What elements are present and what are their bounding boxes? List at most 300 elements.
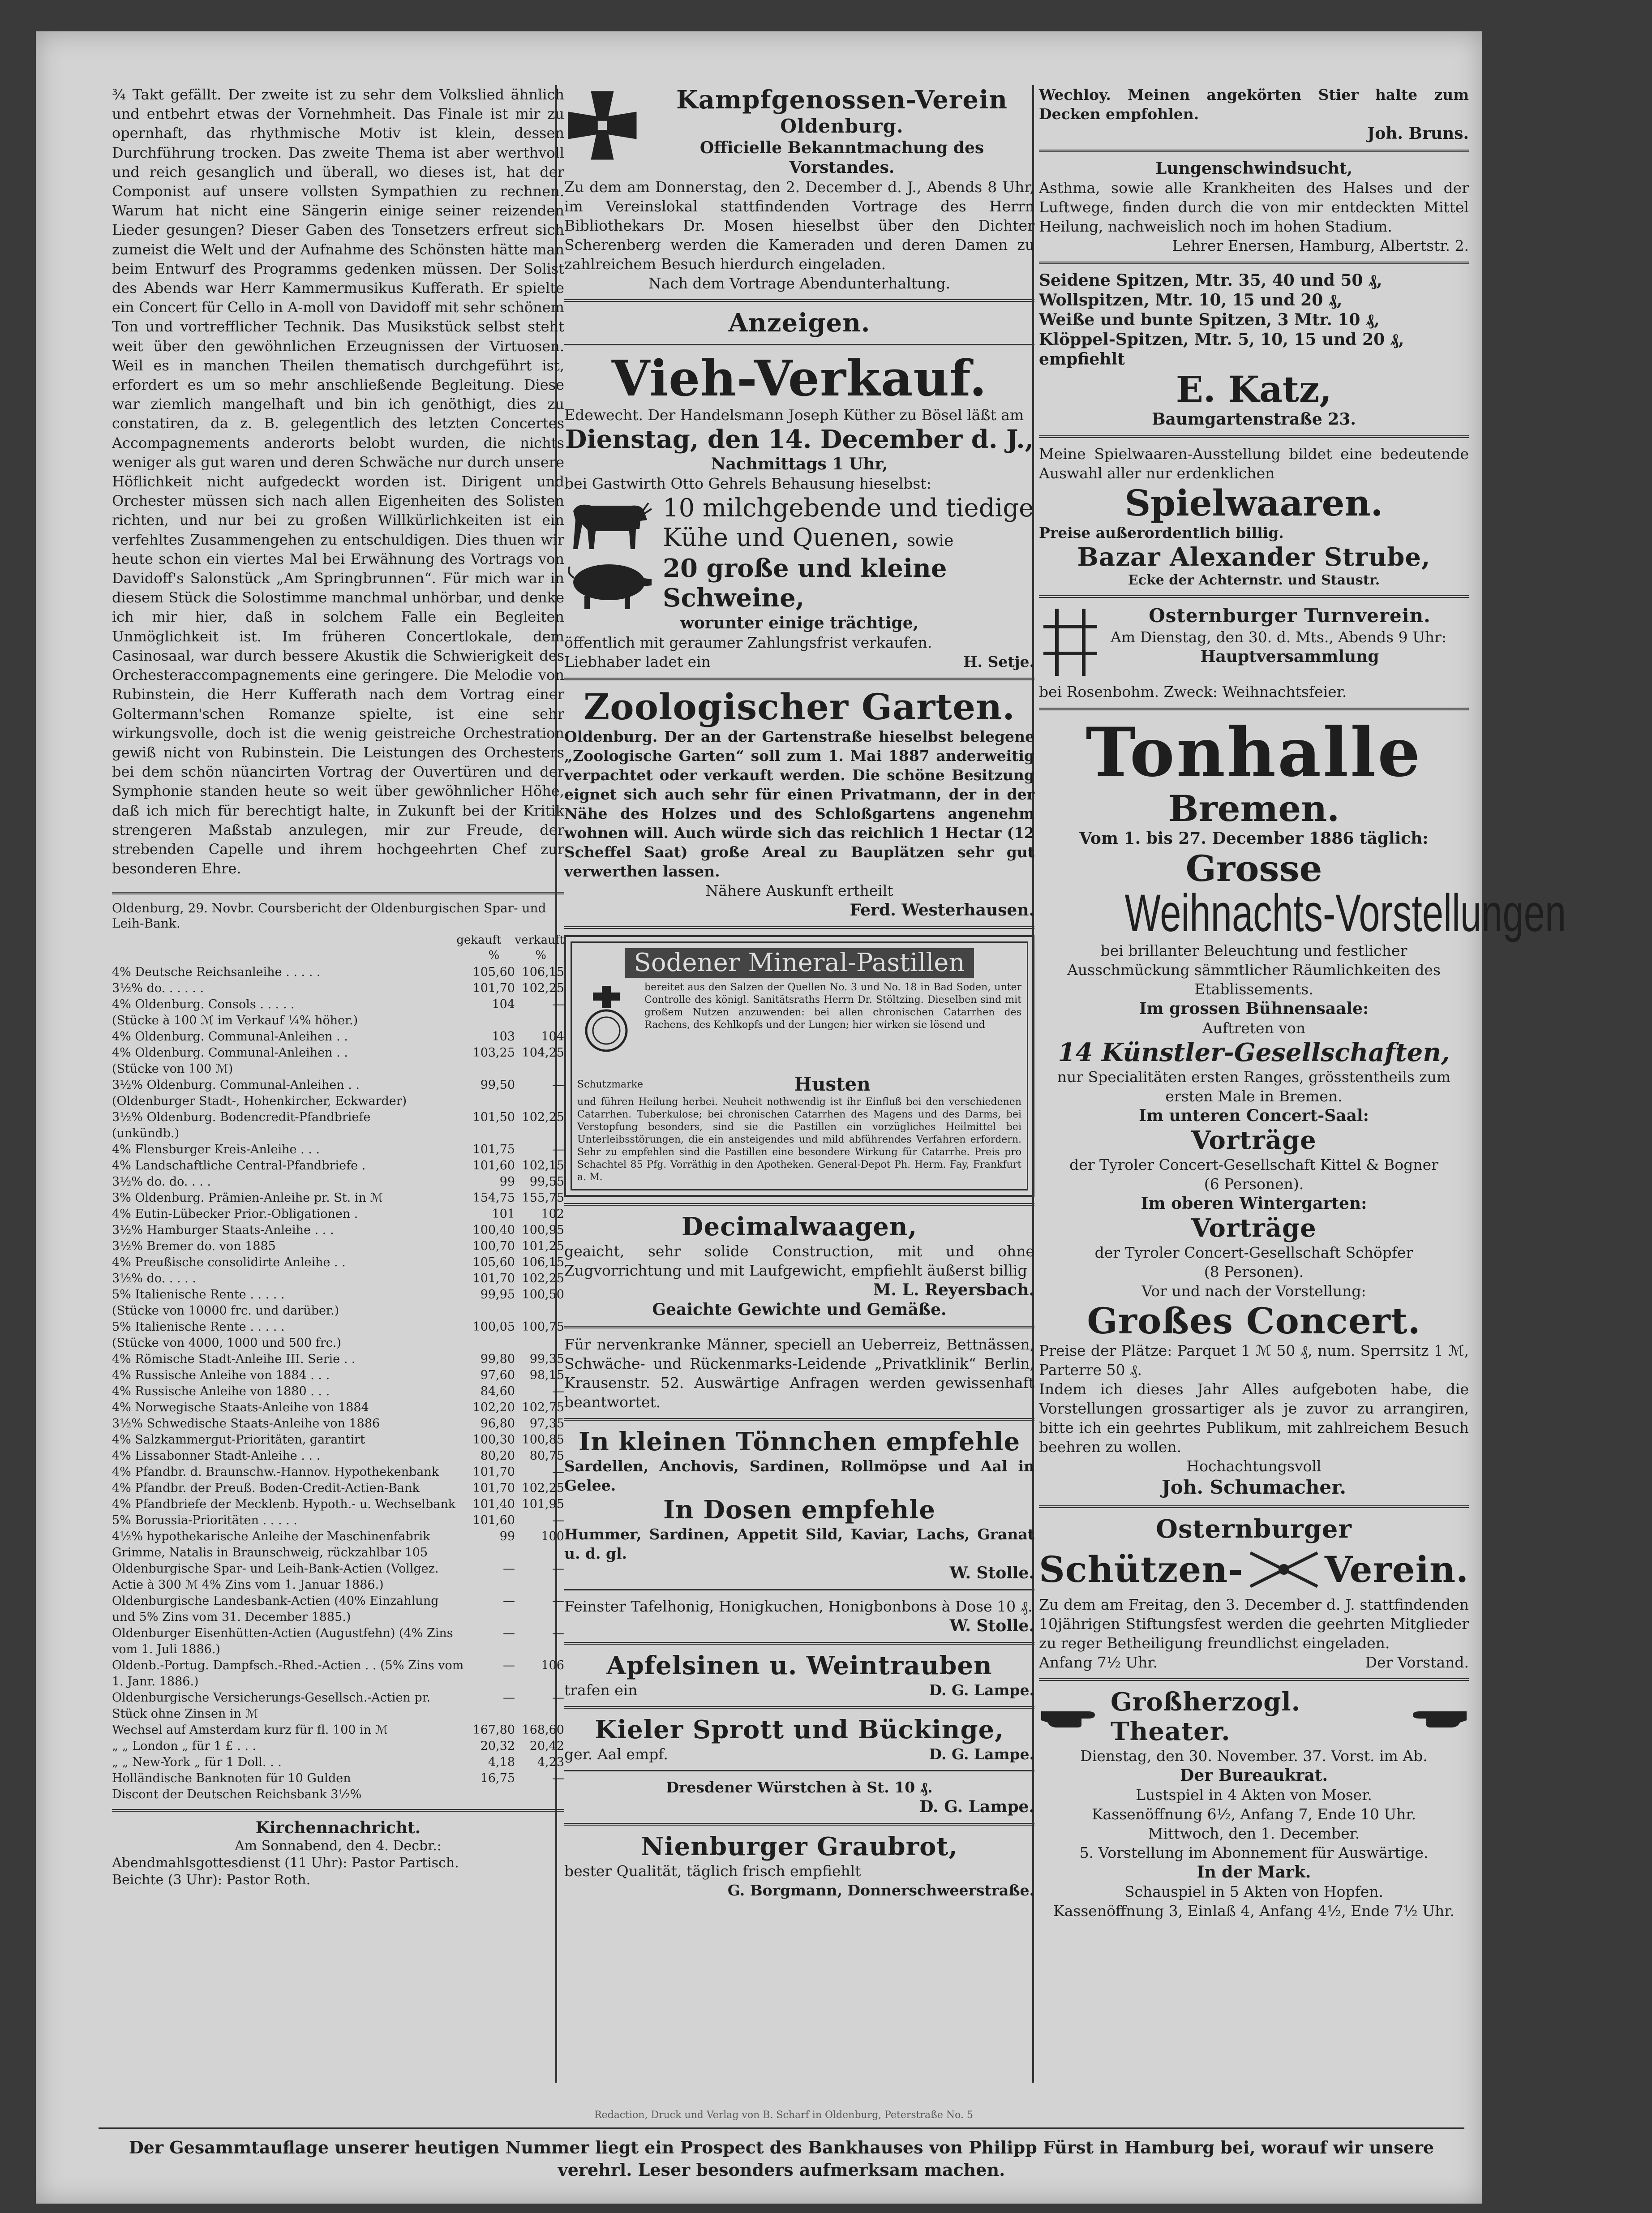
table-row <box>112 997 564 1013</box>
kurs-gekauft <box>466 1093 515 1109</box>
kurs-verkauft: 102,25 <box>522 1110 564 1125</box>
kurs-gekauft: 167,80 <box>472 1723 515 1737</box>
kirchen-title: Kirchennachricht. <box>255 1818 421 1838</box>
kurs-verkauft: 101,95 <box>522 1497 564 1512</box>
kurs-verkauft: 100,75 <box>522 1320 564 1334</box>
kurs-verkauft: 155,75 <box>522 1191 564 1205</box>
kurs-gekauft: 100,40 <box>472 1223 515 1238</box>
kurs-gekauft: 101,50 <box>472 1110 515 1125</box>
kurs-security: Oldenburgische Spar- und Leih-Bank-Actien (Vollgez. Actie à 300 ℳ 4% Zins vom 1. Januar 1886.) <box>112 1562 439 1592</box>
kurs-security: 3½% do. . . . . <box>112 1272 196 1286</box>
katz-ad <box>1039 271 1469 429</box>
kurs-verkauft: 106 <box>541 1659 564 1673</box>
theater-line: Kassenöffnung 6½, Anfang 7, Ende 10 Uhr. <box>1091 1805 1416 1823</box>
kurs-security: (Stücke von 100 ℳ) <box>112 1062 233 1076</box>
kurs-verkauft: 104,25 <box>522 1046 564 1060</box>
table-row <box>112 1287 564 1303</box>
wechloy-ad <box>1039 85 1469 143</box>
tonhalle-line: der Tyroler Concert-Gesellschaft Schöpfer <box>1094 1244 1413 1261</box>
schuetz-line: Der Vorstand. <box>1365 1654 1469 1671</box>
kurs-gekauft: 97,60 <box>480 1368 515 1383</box>
kiel-line: ger. Aal empf. <box>564 1745 668 1763</box>
table-row <box>112 1077 564 1093</box>
kiel-title: Kieler Sprott und Bückinge, <box>595 1715 1004 1745</box>
kurs-verkauft: — <box>552 997 564 1012</box>
dosen-title: In Dosen empfehle <box>663 1495 936 1525</box>
kurs-gekauft <box>466 1335 515 1351</box>
spitz-line: Seidene Spitzen, Mtr. 35, 40 und 50 ₰, <box>1039 271 1382 290</box>
kurs-security: 4% Römische Stadt-Anleihe III. Serie . . <box>112 1352 356 1366</box>
vieh-line: Liebhaber ladet ein <box>564 653 711 670</box>
kurs-title: Oldenburg, 29. Novbr. Coursbericht der Oldenburgischen Spar- und Leih-Bank. <box>112 901 546 931</box>
kursbericht <box>112 901 564 1803</box>
kurs-gekauft: 100,30 <box>472 1433 515 1447</box>
table-row <box>112 1561 564 1593</box>
kurs-head-gekauft: gekauft <box>456 933 502 947</box>
honig-body: Feinster Tafelhonig, Honigkuchen, Honigbonbons à Dose 10 ₰. <box>564 1598 1033 1615</box>
kurs-verkauft: 80,75 <box>529 1449 564 1463</box>
table-row <box>112 1142 564 1158</box>
tonhalle-line: (8 Personen). <box>1204 1263 1304 1281</box>
kurs-verkauft <box>515 1335 564 1351</box>
kurs-table <box>112 964 564 1803</box>
vieh-cows: 10 milchgebende und tiedige Kühe und Quenen, <box>663 494 1034 552</box>
kurs-verkauft: — <box>552 1143 564 1157</box>
table-row <box>112 1625 564 1658</box>
kurs-verkauft <box>515 1126 564 1142</box>
soden-husten: Husten <box>794 1073 871 1095</box>
kurs-gekauft: 154,75 <box>472 1191 515 1205</box>
table-row <box>112 1255 564 1271</box>
tonhalle-line: nur Specialitäten ersten Ranges, grösstentheils zum ersten Male in Bremen. <box>1057 1068 1451 1105</box>
table-row <box>112 1464 564 1480</box>
kurs-gekauft: 101,70 <box>472 1481 515 1495</box>
tonhalle-weihnachts: Weihnachts-Vorstellungen <box>1124 884 1566 943</box>
kurs-gekauft: 101,60 <box>472 1513 515 1528</box>
table-row <box>112 1335 564 1351</box>
soden-title: Sodener Mineral-Pastillen <box>625 948 974 978</box>
kurs-security: 4% Eutin-Lübecker Prior.-Obligationen . <box>112 1207 358 1221</box>
toen-title: In kleinen Tönnchen empfehle <box>578 1427 1021 1457</box>
table-row <box>112 1126 564 1142</box>
kurs-verkauft <box>515 1013 564 1029</box>
kurs-verkauft: 168,60 <box>522 1723 564 1737</box>
stolle-signature: W. Stolle. <box>949 1564 1034 1582</box>
column-middle <box>564 85 1034 1900</box>
pig-icon <box>564 553 654 613</box>
kurs-security: 4% Russische Anleihe von 1880 . . . <box>112 1384 330 1399</box>
kurs-gekauft: — <box>503 1594 515 1608</box>
kurs-security: 4% Norwegische Staats-Anleihe von 1884 <box>112 1401 369 1415</box>
kurs-gekauft: — <box>503 1691 515 1705</box>
kurs-security: Oldenburger Eisenhütten-Actien (Augustfehn) (4% Zins vom 1. Juli 1886.) <box>112 1626 453 1657</box>
schuetzen-ad <box>1039 1514 1469 1672</box>
apf-line: trafen ein <box>564 1681 638 1699</box>
lungen-signature: Lehrer Enersen, Hamburg, Albertstr. 2. <box>1172 237 1469 254</box>
kurs-gekauft: — <box>503 1659 515 1673</box>
wechl-body: Wechloy. Meinen angekörten Stier halte zum Decken empfohlen. <box>1039 86 1469 123</box>
tonhalle-signature: Joh. Schumacher. <box>1161 1476 1347 1498</box>
kurs-gekauft: 101,75 <box>472 1143 515 1157</box>
kurs-gekauft: 101,70 <box>472 1465 515 1479</box>
kurs-security: 3½% do. do. . . . <box>112 1175 211 1189</box>
schuetz-body: Zu dem am Freitag, den 3. December d. J. stattfindenden 10jährigen Stiftungsfest werden die geehrten Mitglieder zu reger Betheiligung freundlichst eingeladen. <box>1039 1596 1469 1652</box>
theater-line: Lustspiel in 4 Akten von Moser. <box>1136 1786 1372 1804</box>
deci-firm: M. L. Reyersbach. <box>873 1281 1034 1299</box>
table-row <box>112 1690 564 1722</box>
newspaper-page <box>36 31 1566 2204</box>
kurs-gekauft: 103,25 <box>472 1046 515 1060</box>
kurs-security: Wechsel auf Amsterdam kurz für fl. 100 in ℳ <box>112 1723 388 1737</box>
kurs-security: 4% Flensburger Kreis-Anleihe . . . <box>112 1143 320 1157</box>
kurs-verkauft: 102,25 <box>522 981 564 996</box>
nien-signature: G. Borgmann, Donnerschweerstraße. <box>727 1882 1034 1899</box>
kirchen-line: Beichte (3 Uhr): Pastor Roth. <box>112 1872 311 1888</box>
kurs-gekauft: 100,05 <box>472 1320 515 1334</box>
turn-line: Hauptversammlung <box>1200 647 1379 666</box>
kurs-verkauft: 101,25 <box>522 1239 564 1254</box>
kurs-gekauft <box>466 1013 515 1029</box>
spiel-line: Meine Spielwaaren-Ausstellung bildet eine bedeutende Auswahl aller nur erdenklichen <box>1039 445 1469 482</box>
tonhalle-line: Auftreten von <box>1202 1019 1306 1037</box>
kurs-verkauft: 4,23 <box>537 1755 564 1770</box>
kampf-title: Kampfgenossen-Verein <box>676 85 1008 115</box>
zoo-title: Zoologischer Garten. <box>583 686 1016 728</box>
vieh-line: bei Gastwirth Otto Gehrels Behausung hieselbst: <box>564 475 931 492</box>
kurs-verkauft: 102,25 <box>522 1481 564 1495</box>
kurs-verkauft: — <box>552 1594 564 1608</box>
honig-ad <box>564 1597 1034 1636</box>
kurs-verkauft: 99,55 <box>529 1175 564 1189</box>
kurs-gekauft: 101,60 <box>472 1159 515 1173</box>
kurs-gekauft: 99 <box>499 1175 515 1189</box>
kurs-verkauft: 102,25 <box>522 1272 564 1286</box>
imprint: Redaction, Druck und Verlag von B. Scharf in Oldenburg, Peterstraße No. 5 <box>594 2110 973 2121</box>
table-row <box>112 1787 564 1803</box>
vieh-time: Nachmittags 1 Uhr, <box>711 455 888 473</box>
kurs-security: 4% Deutsche Reichsanleihe . . . . . <box>112 965 321 980</box>
nien-line: bester Qualität, täglich frisch empfiehlt <box>564 1862 861 1880</box>
tonhalle-line: Vor und nach der Vorstellung: <box>1141 1282 1366 1300</box>
theater-line: Kassenöffnung 3, Einlaß 4, Anfang 4½, Ende 7½ Uhr. <box>1053 1902 1455 1920</box>
vieh-pigs2: worunter einige trächtige, <box>680 614 919 632</box>
kurs-security: 5% Borussia-Prioritäten . . . . . <box>112 1513 297 1528</box>
vieh-title: Vieh-Verkauf. <box>611 349 987 407</box>
theater-title: Großherzogl. Theater. <box>1111 1687 1301 1746</box>
kurs-security: 4% Landschaftliche Central-Pfandbriefe . <box>112 1159 366 1173</box>
kurs-security: 3½% Bremer do. von 1885 <box>112 1239 276 1254</box>
tonhalle-body: Indem ich dieses Jahr Alles aufgeboten habe, die Vorstellungen grossartiger als je zuvor zu arrangiren, bitte ich ein geehrtes Publikum, mit zahlreichem Besuch beehren zu wollen. <box>1039 1380 1469 1456</box>
kurs-security: 4% Oldenburg. Consols . . . . . <box>112 997 295 1012</box>
kurs-gekauft: 99 <box>499 1530 515 1544</box>
kurs-security: (Stücke von 4000, 1000 und 500 frc.) <box>112 1336 341 1350</box>
kurs-verkauft: 98,15 <box>529 1368 564 1383</box>
spitz-line: Wollspitzen, Mtr. 10, 15 und 20 ₰, <box>1039 291 1343 309</box>
kurs-verkauft: 99,35 <box>529 1352 564 1366</box>
kurs-gekauft: 100,70 <box>472 1239 515 1254</box>
kurs-gekauft: — <box>503 1626 515 1641</box>
table-row <box>112 1013 564 1029</box>
kurs-security: „ „ New-York „ für 1 Doll. . . <box>112 1755 282 1770</box>
vieh-pigs: 20 große und kleine Schweine, <box>663 554 947 613</box>
cow-icon <box>564 493 654 553</box>
tonhalle-preise: Preise der Plätze: Parquet 1 ℳ 50 ₰, num. Sperrsitz 1 ℳ, Parterre 50 ₰. <box>1039 1342 1469 1379</box>
schuetz-title: Verein. <box>1324 1548 1469 1590</box>
spiel-line: Preise außerordentlich billig. <box>1039 524 1284 541</box>
katz-addr: Baumgartenstraße 23. <box>1152 410 1356 429</box>
soden-body: und führen Heilung herbei. Neuheit nothwendig ist ihr Einfluß bei den verschiedenen Catarrhen. Tuberkulose; bei chronischen Catarrhen des Magens und des Darms, bei Verstopfung besonders, sind sie die Pastillen ein vorzügliches Heilmittel bei Unterleibsstörungen, die ein ansteigendes und mild abführendes Verfahren erfordern. Sehr zu empfehlen sind die Pastillen eine besondere Wirkung für Catarrhe. Preis pro Schachtel 85 Pfg. Vorräthig in den Apotheken. General-Depot Ph. Herm. Fay, Frankfurt a. M. <box>577 1096 1021 1183</box>
vieh-verkauf-ad <box>564 349 1034 671</box>
pointing-hand-icon <box>1039 1702 1111 1731</box>
tonhalle-concert: Großes Concert. <box>1087 1300 1421 1342</box>
kurs-security: Oldenburgische Landesbank-Actien (40% Einzahlung und 5% Zins vom 31. December 1885.) <box>112 1594 439 1624</box>
kampf-foot: Nach dem Vortrage Abendunterhaltung. <box>648 275 951 292</box>
kurs-gekauft: 101,40 <box>472 1497 515 1512</box>
kirchen-line: Abendmahlsgottesdienst (11 Uhr): Pastor Partisch. <box>112 1855 459 1871</box>
table-row <box>112 980 564 997</box>
bazar-name: Bazar Alexander Strube, <box>1077 542 1431 572</box>
lungen-ad <box>1039 159 1469 255</box>
table-row <box>112 1384 564 1400</box>
spitz-line: Weiße und bunte Spitzen, 3 Mtr. 10 ₰, <box>1039 310 1380 329</box>
table-row <box>112 1174 564 1190</box>
nienburger-ad <box>564 1832 1034 1900</box>
kurs-gekauft: 104 <box>492 997 515 1012</box>
table-row <box>112 1367 564 1384</box>
table-row <box>112 1158 564 1174</box>
kurs-verkauft: 100,50 <box>522 1288 564 1302</box>
soden-body: bereitet aus den Salzen der Quellen No. 3 und No. 18 in Bad Soden, unter Controlle des königl. Sanitätsraths Herrn Dr. Stöltzing. Dieselben sind mit großem Nutzen anzuwenden: bei allen chronischen Catarrhen des Rachens, des Kehlkopfs und der Lungen; hier wirken sie lösend und <box>644 982 1021 1031</box>
katz-name: E. Katz, <box>1176 368 1332 410</box>
table-row <box>112 1738 564 1754</box>
tonhalle-vortraege: Vorträge <box>1191 1213 1317 1243</box>
kurs-security: 4% Pfandbr. d. Braunschw.-Hannov. Hypothekenbank <box>112 1465 439 1479</box>
kurs-verkauft: 100,85 <box>522 1433 564 1447</box>
table-row <box>112 1271 564 1287</box>
table-row <box>112 1190 564 1206</box>
kurs-verkauft: — <box>552 1384 564 1399</box>
kurs-verkauft <box>515 1061 564 1077</box>
turn-line: Am Dienstag, den 30. d. Mts., Abends 9 Uhr: <box>1111 628 1447 646</box>
kurs-security: 4% Oldenburg. Communal-Anleihen . . <box>112 1046 348 1060</box>
kieler-ad <box>564 1715 1034 1764</box>
kurs-verkauft: — <box>552 1465 564 1479</box>
kurs-head-verkauft: verkauft <box>515 933 564 947</box>
zoo-signature: Ferd. Westerhausen. <box>850 901 1034 920</box>
kurs-gekauft: 102,20 <box>472 1401 515 1415</box>
tonhalle-ad <box>1039 713 1566 1499</box>
kurs-gekauft <box>466 1126 515 1142</box>
vieh-signature: H. Setje. <box>963 653 1034 670</box>
table-row <box>112 1448 564 1464</box>
table-row <box>112 1206 564 1222</box>
kurs-gekauft: 101,70 <box>472 981 515 996</box>
soden-ad <box>564 935 1034 1197</box>
kurs-verkauft: 100,95 <box>522 1223 564 1238</box>
table-row <box>112 1416 564 1432</box>
kurs-security: 4% Salzkammergut-Prioritäten, garantirt <box>112 1433 365 1447</box>
kurs-gekauft: 105,60 <box>472 965 515 980</box>
tonhalle-title: Tonhalle <box>1086 713 1422 792</box>
kurs-gekauft: 103 <box>492 1030 515 1044</box>
kurs-verkauft: 97,35 <box>529 1417 564 1431</box>
vieh-line: öffentlich mit geraumer Zahlungsfrist verkaufen. <box>564 634 932 651</box>
kirchennachricht <box>112 1818 564 1889</box>
apfelsinen-ad <box>564 1651 1034 1700</box>
kurs-gekauft: 96,80 <box>480 1417 515 1431</box>
lungen-body: Asthma, sowie alle Krankheiten des Halses und der Luftwege, finden durch die von mir entdeckten Mittel Heilung, nachweislich noch im hohen Stadium. <box>1039 179 1469 235</box>
tonhalle-dates: Vom 1. bis 27. December 1886 täglich: <box>1079 829 1429 848</box>
kurs-verkauft: — <box>552 1771 564 1786</box>
kampf-sub: Officielle Bekanntmachung des Vorstandes. <box>699 138 984 177</box>
tonhalle-line: Im grossen Bühnensaale: <box>1139 999 1369 1018</box>
tonhalle-line: Im unteren Concert-Saal: <box>1139 1106 1369 1125</box>
nerven-ad: Für nervenkranke Männer, speciell an Ueberreiz, Bettnässen, Schwäche- und Rückenmarks-Leidende „Privatklinik“ Berlin, Krausenstr. 52. Auswärtige Anfragen werden gewissenhaft beantwortet. <box>564 1336 1034 1411</box>
kampfgenossen-ad <box>564 85 1034 177</box>
column-right <box>1039 85 1566 1921</box>
dres-line: Dresdener Würstchen à St. 10 ₰. <box>666 1779 933 1796</box>
kurs-security: 4½% hypothekarische Anleihe der Maschinenfabrik Grimme, Natalis in Braunschweig, rückzahlbar 105 <box>112 1530 430 1560</box>
theater-line: Mittwoch, den 1. December. <box>1148 1825 1360 1842</box>
kurs-gekauft: 4,18 <box>488 1755 515 1770</box>
lungen-title: Lungenschwindsucht, <box>1155 159 1352 178</box>
kurs-gekauft: 84,60 <box>480 1384 515 1399</box>
lampe-signature: D. G. Lampe. <box>929 1745 1034 1763</box>
kurs-verkauft: 100 <box>541 1530 564 1544</box>
pointing-hand-icon <box>1397 1702 1469 1731</box>
kurs-verkauft: 102,15 <box>522 1159 564 1173</box>
kurs-gekauft: 80,20 <box>480 1449 515 1463</box>
kurs-verkauft: — <box>552 1078 564 1092</box>
kurs-gekauft: 99,95 <box>480 1288 515 1302</box>
schuetz-title: Schützen- <box>1039 1548 1244 1590</box>
kampf-body: Zu dem am Donnerstag, den 2. December d. J., Abends 8 Uhr, im Vereinslokal stattfindenden Vortrage des Herrn Bibliothekars Dr. Mosen hieselbst über den Dichter Scherenberg werden die Kameraden und deren Damen zu zahlreichem Besuch hierdurch eingeladen. <box>564 178 1034 273</box>
kurs-security: 4% Lissabonner Stadt-Anleihe . . . <box>112 1449 321 1463</box>
zoo-ad <box>564 687 1034 920</box>
stolle-signature: W. Stolle. <box>949 1616 1034 1635</box>
soden-seal-icon <box>577 981 635 1073</box>
kurs-security: 3½% Oldenburg. Bodencredit-Pfandbriefe <box>112 1110 371 1125</box>
spitz-line: empfiehlt <box>1039 350 1125 369</box>
table-row <box>112 1400 564 1416</box>
kirchen-line: Am Sonnabend, den 4. Decbr.: <box>235 1838 442 1854</box>
crossed-rifles-icon <box>1246 1544 1322 1595</box>
tonhalle-grosse: Grosse <box>1185 847 1322 889</box>
kurs-security: (Stücke à 100 ℳ im Verkauf ¼% höher.) <box>112 1014 358 1028</box>
kurs-security: 4% Preußische consolidirte Anleihe . . <box>112 1255 346 1270</box>
kurs-security: „ „ London „ für 1 £ . . . <box>112 1739 257 1753</box>
table-row <box>112 1722 564 1738</box>
lampe-signature: D. G. Lampe. <box>929 1681 1034 1699</box>
table-row <box>112 1480 564 1496</box>
kurs-security: 5% Italienische Rente . . . . . <box>112 1288 285 1302</box>
kurs-verkauft <box>515 1093 564 1109</box>
spitz-line: Klöppel-Spitzen, Mtr. 5, 10, 15 und 20 ₰, <box>1039 330 1404 349</box>
kurs-security: Oldenburgische Versicherungs-Gesellsch.-Actien pr. Stück ohne Zinsen in ℳ <box>112 1691 431 1721</box>
kurs-verkauft: 102,75 <box>522 1401 564 1415</box>
kurs-security: Oldenb.-Portug. Dampfsch.-Rhed.-Actien . . (5% Zins vom 1. Janr. 1886.) <box>112 1659 464 1689</box>
theater-line: Schauspiel in 5 Akten von Hopfen. <box>1124 1883 1384 1900</box>
nien-title: Nienburger Graubrot, <box>641 1832 958 1861</box>
kurs-gekauft: 101 <box>492 1207 515 1221</box>
spiel-title: Spielwaaren. <box>1124 482 1383 524</box>
bazar-addr: Ecke der Achternstr. und Staustr. <box>1128 572 1380 588</box>
schuetz-line: Anfang 7½ Uhr. <box>1039 1654 1158 1671</box>
kurs-security: 3½% Hamburger Staats-Anleihe . . . <box>112 1223 334 1238</box>
table-row <box>112 1513 564 1529</box>
theater-line: In der Mark. <box>1197 1863 1311 1882</box>
column-left <box>112 85 564 1889</box>
kurs-security: 3½% Schwedische Staats-Anleihe von 1886 <box>112 1417 380 1431</box>
kurs-verkauft: 106,15 <box>522 965 564 980</box>
table-row <box>112 1061 564 1077</box>
table-row <box>112 1222 564 1238</box>
soden-mark: Schutzmarke <box>577 1079 644 1090</box>
table-row <box>112 1496 564 1513</box>
kurs-security: 3½% do. . . . . . <box>112 981 204 996</box>
kurs-verkauft <box>515 1787 564 1803</box>
tonhalle-line: Hochachtungsvoll <box>1186 1457 1322 1475</box>
kurs-verkauft: 20,42 <box>529 1739 564 1753</box>
kurs-verkauft: — <box>552 1513 564 1528</box>
kurs-security: 4% Pfandbriefe der Mecklenb. Hypoth.- u. Wechselbank <box>112 1497 456 1512</box>
dresdener-ad <box>564 1778 1034 1817</box>
kurs-head-pct: % <box>535 949 546 963</box>
turn-line: bei Rosenbohm. Zweck: Weihnachtsfeier. <box>1039 683 1347 700</box>
table-row <box>112 1432 564 1448</box>
table-row <box>112 964 564 980</box>
vieh-date: Dienstag, den 14. December d. J., <box>565 425 1034 454</box>
tonhalle-line: bei brillanter Beleuchtung und festlicher Ausschmückung sämmtlicher Räumlichkeiten des Etablissements. <box>1067 942 1441 998</box>
vieh-line: Edewecht. Der Handelsmann Joseph Küther zu Bösel läßt am <box>564 406 1024 424</box>
kurs-security: 4% Pfandbr. der Preuß. Boden-Credit-Actien-Bank <box>112 1481 420 1495</box>
table-row <box>112 1593 564 1625</box>
table-row <box>112 1754 564 1770</box>
deci-foot: Geaichte Gewichte und Gemäße. <box>652 1300 947 1319</box>
deci-body: geaicht, sehr solide Construction, mit und ohne Zugvorrichtung und mit Laufgewicht, empfiehlt äußerst billig <box>564 1242 1034 1279</box>
table-row <box>112 1045 564 1061</box>
tonhalle-line: (6 Personen). <box>1204 1175 1304 1193</box>
tonhalle-vortraege: Vorträge <box>1191 1126 1317 1155</box>
tonhalle-line: der Tyroler Concert-Gesellschaft Kittel & Bogner <box>1069 1156 1438 1173</box>
stolle-ad <box>564 1427 1034 1583</box>
table-row <box>112 1529 564 1561</box>
kurs-security: Holländische Banknoten für 10 Gulden <box>112 1771 351 1786</box>
kurs-security: 4% Oldenburg. Communal-Anleihen . . <box>112 1030 348 1044</box>
turn-title: Osternburger Turnverein. <box>1149 605 1431 627</box>
kurs-security: (Stücke von 10000 frc. und darüber.) <box>112 1304 339 1318</box>
table-row <box>112 1029 564 1045</box>
table-row <box>112 1770 564 1787</box>
table-row <box>112 1109 564 1126</box>
kurs-gekauft: 101,70 <box>472 1272 515 1286</box>
kurs-gekauft <box>466 1061 515 1077</box>
deci-title: Decimalwaagen, <box>681 1212 918 1242</box>
turner-cross-icon <box>1039 604 1102 682</box>
toen-body: Sardellen, Anchovis, Sardinen, Rollmöpse und Aal in Gelee. <box>564 1457 1034 1494</box>
table-row <box>112 1658 564 1690</box>
zoo-body: Oldenburg. Der an der Gartenstraße hieselbst belegene „Zoologische Garten“ soll zum 1. Mai 1887 anderweitig verpachtet oder verkauft werden. Die schöne Besitzung eignet sich auch sehr für einen Privatmann, der in der Nähe des Holzes und des Schloßgartens angenehm wohnen will. Auch würde sich das reichlich 1 Hectar (12 Scheffel Saat) große Areal zu Bauplätzen sehr gut verwerthen lassen. <box>564 728 1034 880</box>
kurs-gekauft: 99,80 <box>480 1352 515 1366</box>
kurs-security: 5% Italienische Rente . . . . . <box>112 1320 285 1334</box>
kurs-gekauft <box>466 1303 515 1319</box>
kurs-head-pct: % <box>488 949 500 963</box>
concert-review: ¾ Takt gefällt. Der zweite ist zu sehr dem Volkslied ähnlich und entbehrt etwas der Vornehmheit. Das Finale ist mir zu opernhaft, das rhythmische Motiv ist klein, dessen Durchführung trocken. Das zweite Thema ist aber werthvoll und reich gesanglich und überall, wo dieses ist, hat der Componist auf unsere vollsten Sympathien zu rechnen. Warum hat nicht eine Sängerin einige seiner reizenden Lieder gesungen? Dieser Gaben des Tonsetzers erfreut sich zumeist die Welt und der Aufnahme des Schönsten hätte man beim Entwurf des Programms gedenken müssen. Der Solist des Abends war Herr Kammermusikus Kufferath. Er spielte ein Concert für Cello in A-moll von Davidoff mit sehr schönem Ton und vortrefflicher Technik. Das Musikstück selbst steht weit über den gewöhnlichen Erzeugnissen der Virtuosen. Weil es in manchen Theilen thematisch durchgeführt ist, erfordert es um so mehr anschließende Begleitung. Diese war ziemlich mangelhaft und bin ich genöthigt, dies zu constatiren, da z. B. gelegentlich des letzten Concertes Accompagnements anderorts belobt wurden, die nichts weniger als gut waren und deren Schwäche nur durch unsere Höflichkeit nicht aufgedeckt worden ist. Dirigent und Orchester müssen sich nach allen Eigenheiten des Solisten richten, und nur bei zu großen Willkürlichkeiten ist ein verfehltes Zusammengehen zu entschuldigen. Dies thuen wir heute schon ein viertes Mal bei Erwähnung des Vortrags von Davidoff's Salonstück „Am Springbrunnen“. Für mich war in diesem Stück die Solostimme manchmal unhörbar, und denke ich mir hier, daß in solchem Falle ein Begleiten Unmöglichkeit ist. Im früheren Concertlokale, dem Casinosaal, war durch bessere Akustik die Schwierigkeit des Orchesteraccompagnements eine geringere. Die Melodie von Rubinstein, die Herr Kufferath nach dem Vortrag einer Goltermann'schen Romanze spielte, ist eine sehr wirkungsvolle, doch ist die wenig geistreiche Orchestration gewiß nicht von Rubinstein. Die Leistungen des Orchesters bei dem schön nüancirten Vortrag der Ouvertüren und der Symphonie standen heute so weit über gewöhnlicher Höhe, daß ich mich für berechtigt halte, in Zukunft bei der Kritik strengeren Maßstab anzulegen, mir zur Freude, der strebenden Capelle und ihrem hochgeehrten Chef zur besonderen Ehre. <box>112 86 564 877</box>
kurs-verkauft: 104 <box>541 1030 564 1044</box>
turnverein-ad <box>1039 604 1469 701</box>
apf-title: Apfelsinen u. Weintrauben <box>606 1651 992 1680</box>
kurs-verkauft: — <box>552 1562 564 1576</box>
